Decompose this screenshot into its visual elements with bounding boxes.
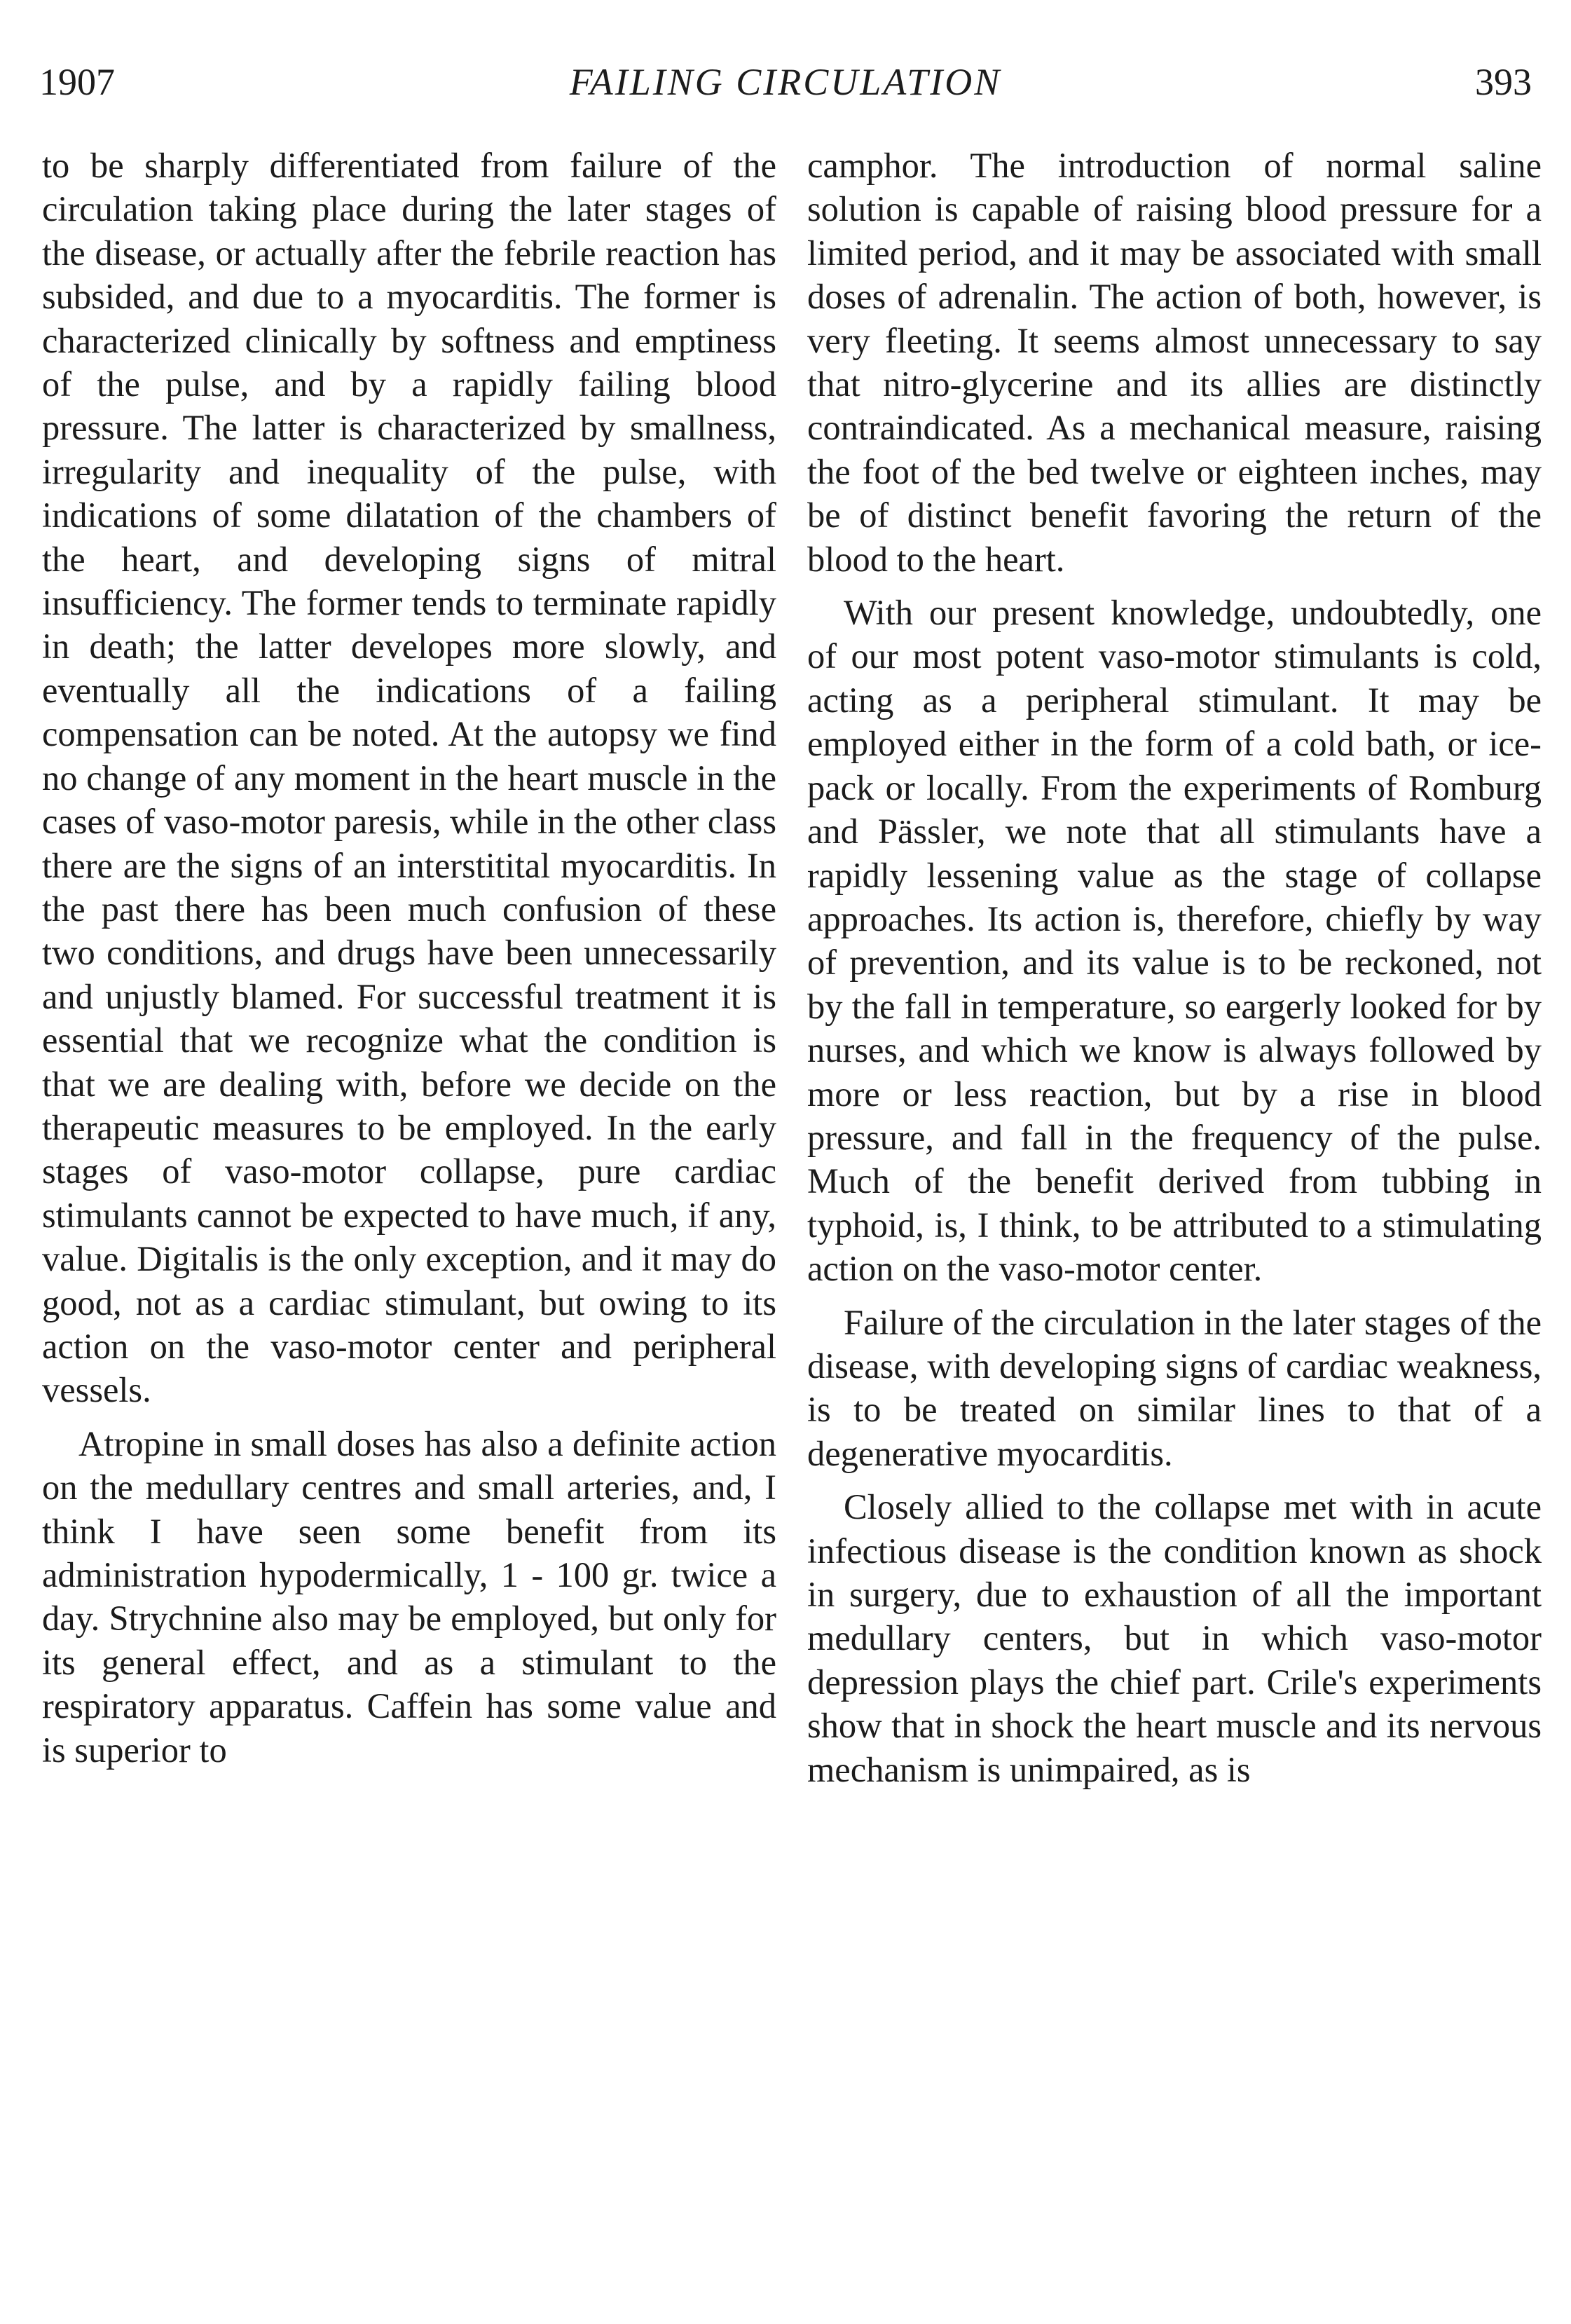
paragraph: to be sharply differentiated from failure of the circulation taking place during the later stages of the disease, or actually after the febrile reaction has subsided, and due to a myocarditis. The former is characterized clinically by softness and emptiness of the pulse, and by a rapidly failing blood pressure. The latter is characterized by smallness, irregularity and inequality of the pulse, with indications of some dilatation of the chambers of the heart, and developing signs of mitral insufficiency. The former tends to terminate rapidly in death; the latter developes more slowly, and eventually all the indications of a failing compensation can be noted. At the autopsy we find no change of any moment in the heart muscle in the cases of vaso-motor paresis, while in the other class there are the signs of an interstitital myocarditis. In the past there has been much confusion of these two conditions, and drugs have been unnecessarily and unjustly blamed. For successful treatment it is essential that we recognize what the condition is that we are dealing with, before we decide on the therapeutic measures to be employed. In the early stages of vaso-motor collapse, pure cardiac stimulants cannot be expected to have much, if any, value. Digitalis is the only exception, and it may do good, not as a cardiac stimulant, but owing to its action on the vaso-motor center and peripheral vessels. bbox=[42, 146, 776, 1410]
header-year: 1907 bbox=[39, 61, 115, 103]
running-head bbox=[39, 57, 1532, 107]
paragraph: Closely allied to the collapse met with in acute infectious disease is the condition known as shock in surgery, due to exhaustion of all the important medullary centers, but in which vaso-motor depression plays the chief part. Crile's experiments show that in shock the heart muscle and its nervous mechanism is unimpaired, as is bbox=[807, 1487, 1542, 1789]
paragraph: With our present knowledge, undoubtedly, one of our most potent vaso-motor stimulants is cold, acting as a peripheral stimulant. It may be employed either in the form of a cold bath, or ice-pack or locally. From the experiments of Romburg and Pässler, we note that all stimulants have a rapidly lessening value as the stage of collapse approaches. Its action is, therefore, chiefly by way of prevention, and its value is to be reckoned, not by the fall in temperature, so eargerly looked for by nurses, and which we know is always followed by more or less reaction, but by a rise in blood pressure, and fall in the frequency of the pulse. Much of the benefit derived from tubbing in typhoid, is, I think, to be attributed to a stimulating action on the vaso-motor center. bbox=[807, 593, 1542, 1289]
paragraph: Atropine in small doses has also a definite action on the medullary centres and small arteries, and, I think I have seen some benefit from its administration hypodermically, 1 - 100 gr. twice a day. Strychnine also may be employed, but only for its general effect, and as a stimulant to the respiratory apparatus. Caffein has some value and is superior to bbox=[42, 1423, 776, 1770]
paragraph: Failure of the circulation in the later stages of the disease, with developing signs of cardiac weakness, is to be treated on similar lines to that of a degenerative myocarditis. bbox=[807, 1302, 1542, 1473]
header-title: FAILING CIRCULATION bbox=[569, 61, 1002, 103]
right-column bbox=[807, 144, 1542, 1791]
paragraph: camphor. The introduction of normal saline solution is capable of raising blood pressure for a limited period, and it may be associated with small doses of adrenalin. The action of both, however, is very fleeting. It seems almost unnecessary to say that nitro-glycerine and its allies are distinctly contraindicated. As a mechanical measure, raising the foot of the bed twelve or eighteen inches, may be of distinct benefit favoring the return of the blood to the heart. bbox=[807, 146, 1542, 579]
left-column bbox=[42, 144, 776, 1772]
page-number: 393 bbox=[1475, 61, 1532, 103]
